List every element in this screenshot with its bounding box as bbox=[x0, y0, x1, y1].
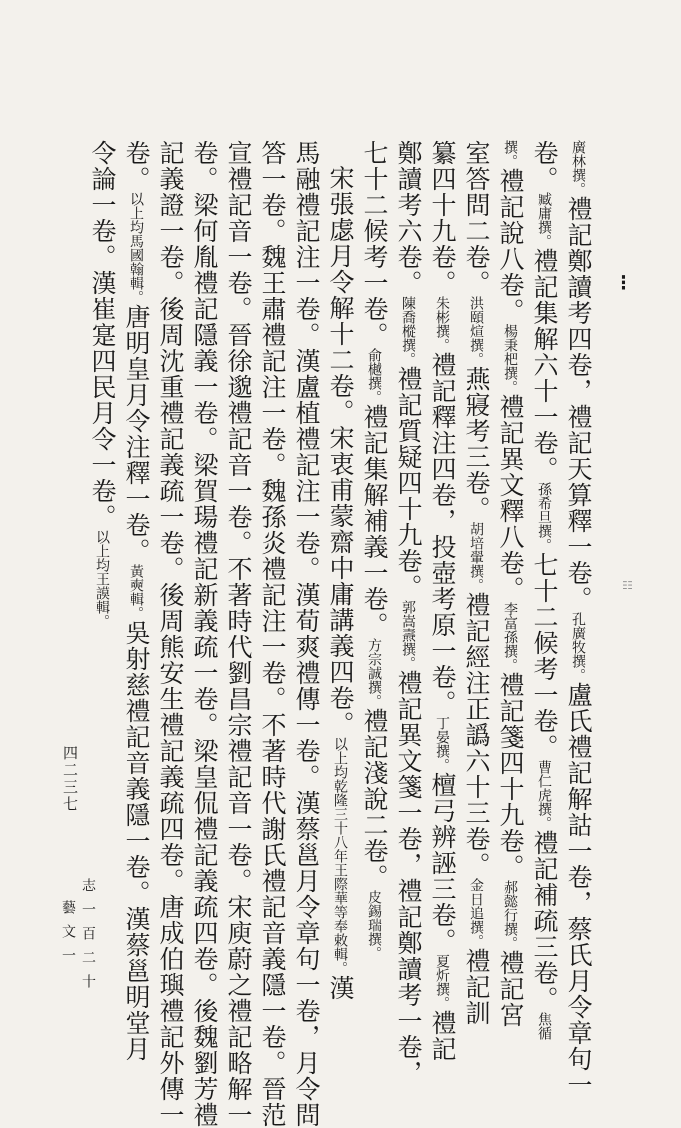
text-column bbox=[119, 140, 153, 1062]
text-segment: 唐明皇月令注釋一卷。 bbox=[122, 304, 151, 564]
margin-crease: ¦¦¦ bbox=[622, 580, 633, 591]
text-column bbox=[459, 140, 493, 1026]
annotation-note: 丁晏撰。 bbox=[434, 716, 450, 772]
annotation-note: 孫希旦撰。 bbox=[536, 482, 552, 552]
text-segment: 吳射慈禮記音義隱一卷。漢蔡邕明堂月 bbox=[122, 620, 151, 1062]
text-segment: 宋張虙月令解十二卷。宋衷甫蒙齋中庸講義四卷。 bbox=[326, 165, 355, 737]
annotation-note: 胡培翬撰。 bbox=[468, 522, 484, 592]
annotation-note: 曹仁虎撰。 bbox=[536, 760, 552, 830]
text-column bbox=[425, 140, 459, 1062]
text-segment: 七十二候考一卷。 bbox=[360, 140, 389, 348]
text-segment: 禮記經注正譌六十三卷。 bbox=[462, 592, 491, 878]
running-header bbox=[58, 878, 98, 1000]
text-segment: 宣禮記音一卷。晉徐邈禮記音一卷。不著時代劉昌宗禮記音一卷。宋庾蔚之禮記略解一 bbox=[224, 140, 253, 1128]
text-column bbox=[323, 140, 357, 1001]
text-column bbox=[85, 140, 119, 910]
text-segment: 卷。梁何胤禮記隱義一卷。梁賀瑒禮記新義疏一卷。梁皇侃禮記義疏四卷。後魏劉芳禮 bbox=[190, 140, 219, 1128]
text-column bbox=[391, 140, 425, 1086]
text-segment: 檀弓辨誣三卷。 bbox=[428, 772, 457, 954]
annotation-note: 黃奭輯。 bbox=[128, 564, 144, 620]
annotation-note: 俞樾撰。 bbox=[366, 348, 382, 404]
annotation-note: 以上均乾隆三十八年王際華等奉敕輯。 bbox=[332, 737, 348, 975]
text-segment: 禮記說八卷。 bbox=[496, 168, 525, 324]
text-segment: 卷。 bbox=[530, 140, 559, 192]
annotation-note: 金日追撰。 bbox=[468, 878, 484, 948]
annotation-note: 方宗誠撰。 bbox=[366, 638, 382, 708]
text-segment: 禮記釋注四卷，投壺考原一卷。 bbox=[428, 352, 457, 716]
text-segment: 禮記訓 bbox=[462, 948, 491, 1026]
text-segment: 禮記淺說二卷。 bbox=[360, 708, 389, 890]
text-segment: 禮記集解補義一卷。 bbox=[360, 404, 389, 638]
annotation-note: 洪頤煊撰。 bbox=[468, 296, 484, 366]
text-column bbox=[153, 140, 187, 1128]
text-segment: 禮記宮 bbox=[496, 950, 525, 1028]
text-segment: 室答問二卷。 bbox=[462, 140, 491, 296]
text-segment: 鄭讀考六卷。 bbox=[394, 140, 423, 296]
volume-label: 志一百二十 bbox=[80, 878, 96, 998]
annotation-note: 朱彬撰。 bbox=[434, 296, 450, 352]
annotation-note: 廣林撰。 bbox=[570, 140, 586, 196]
text-segment: 禮記質疑四十九卷。 bbox=[394, 366, 423, 600]
text-segment: 記義證一卷。後周沈重禮記義疏一卷。後周熊安生禮記義疏四卷。唐成伯璵禮記外傳一 bbox=[156, 140, 185, 1128]
page-number: 四二三七 bbox=[61, 745, 79, 813]
margin-mark: ⁝ bbox=[620, 270, 627, 296]
annotation-note: 焦循 bbox=[536, 1012, 552, 1040]
text-segment: 卷。 bbox=[122, 140, 151, 192]
text-column bbox=[357, 140, 391, 960]
text-segment: 禮記集解六十一卷。 bbox=[530, 248, 559, 482]
annotation-note: 郭嵩燾撰。 bbox=[400, 600, 416, 670]
text-column bbox=[527, 140, 561, 1040]
text-segment: 漢 bbox=[326, 975, 355, 1001]
text-column bbox=[255, 140, 289, 1128]
text-segment: 盧氏禮記解詁一卷，蔡氏月令章句一 bbox=[564, 682, 593, 1098]
annotation-note: 夏炘撰。 bbox=[434, 954, 450, 1010]
text-column bbox=[221, 140, 255, 1128]
text-segment: 令論一卷。漢崔寔四民月令一卷。 bbox=[88, 140, 117, 530]
text-segment: 禮記異文釋八卷。 bbox=[496, 394, 525, 602]
annotation-note: 郝懿行撰。 bbox=[502, 880, 518, 950]
annotation-note: 皮錫瑞撰。 bbox=[366, 890, 382, 960]
text-segment: 纂四十九卷。 bbox=[428, 140, 457, 296]
annotation-note: 以上均馬國翰輯。 bbox=[128, 192, 144, 304]
annotation-note: 楊秉杷撰。 bbox=[502, 324, 518, 394]
annotation-note: 撰。 bbox=[502, 140, 518, 168]
text-segment: 禮記異文箋一卷，禮記鄭讀考一卷， bbox=[394, 670, 423, 1086]
text-segment: 七十二候考一卷。 bbox=[530, 552, 559, 760]
text-column bbox=[493, 140, 527, 1028]
text-segment: 燕寢考三卷。 bbox=[462, 366, 491, 522]
text-column bbox=[289, 140, 323, 1128]
text-segment: 禮記箋四十九卷。 bbox=[496, 672, 525, 880]
annotation-note: 李富孫撰。 bbox=[502, 602, 518, 672]
text-column bbox=[187, 140, 221, 1128]
section-label: 藝文一 bbox=[60, 900, 76, 972]
text-segment: 禮記 bbox=[428, 1010, 457, 1062]
text-segment: 禮記鄭讀考四卷，禮記天算釋一卷。 bbox=[564, 196, 593, 612]
text-column bbox=[561, 140, 595, 1098]
annotation-note: 以上均王謨輯。 bbox=[94, 530, 110, 628]
text-segment: 馬融禮記注一卷。漢盧植禮記注一卷。漢荀爽禮傳一卷。漢蔡邕月令章句一卷，月令問 bbox=[292, 140, 321, 1128]
annotation-note: 孔廣牧撰。 bbox=[570, 612, 586, 682]
text-segment: 答一卷。魏王肅禮記注一卷。魏孫炎禮記注一卷。不著時代謝氏禮記音義隱一卷。晉范 bbox=[258, 140, 287, 1128]
annotation-note: 陳喬樅撰。 bbox=[400, 296, 416, 366]
annotation-note: 臧庸撰。 bbox=[536, 192, 552, 248]
text-segment: 禮記補疏三卷。 bbox=[530, 830, 559, 1012]
